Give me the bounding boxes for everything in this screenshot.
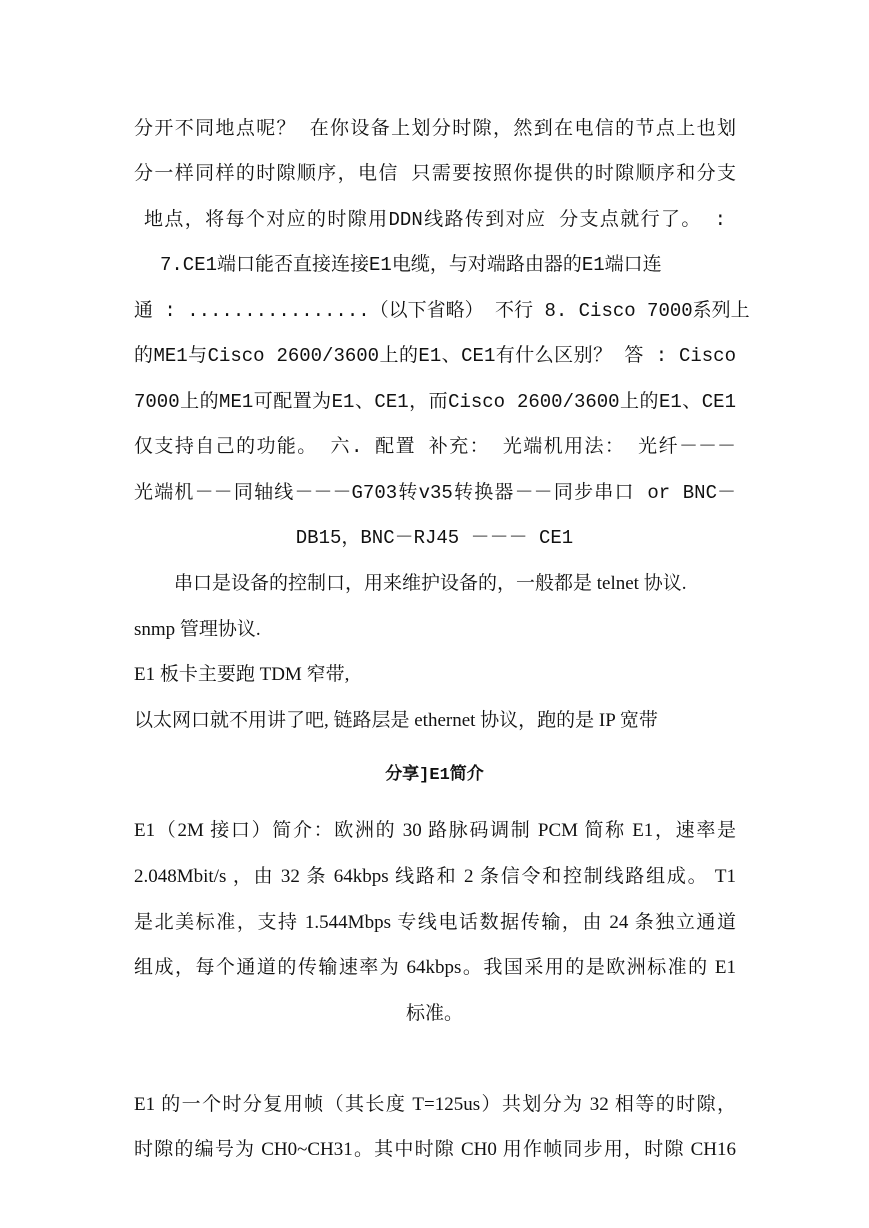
text-line-19: 组成，每个通道的传输速率为 64kbps。我国采用的是欧洲标准的 E1 [134,957,736,978]
text-line-22: 时隙的编号为 CH0~CH31。其中时隙 CH0 用作帧同步用，时隙 CH16 [134,1139,736,1160]
text-line-10: DB15，BNC－RJ45 －－－ CE1 [295,527,574,549]
text-line-18: 是北美标准，支持 1.544Mbps 专线电话数据传输，由 24 条独立通道 [134,912,736,933]
text-line-3: 地点，将每个对应的时隙用DDN线路传到对应 分支点就行了。 : [144,209,726,231]
text-line-17: 2.048Mbit/s ，由 32 条 64kbps 线路和 2 条信令和控制线路组成。 T1 [134,866,736,887]
text-line-13: E1 板卡主要跑 TDM 窄带, [134,664,350,685]
section-heading: 分享]E1简介 [385,766,484,785]
text-line-8: 仅支持自己的功能。 六. 配置 补充： 光端机用法： 光纤－－－ [134,436,736,458]
text-line-11: 串口是设备的控制口，用来维护设备的，一般都是 telnet 协议. [174,573,687,594]
text-line-2: 分一样同样的时隙顺序，电信 只需要按照你提供的时隙顺序和分支 [134,163,736,185]
text-line-4: 7.CE1端口能否直接连接E1电缆，与对端路由器的E1端口连 [160,254,662,276]
text-line-16: E1（2M 接口）简介：欧洲的 30 路脉码调制 PCM 简称 E1，速率是 [134,820,736,841]
text-line-14: 以太网口就不用讲了吧, 链路层是 ethernet 协议，跑的是 IP 宽带 [134,710,658,731]
text-line-12: snmp 管理协议. [134,619,261,640]
text-line-6: 的ME1与Cisco 2600/3600上的E1、CE1有什么区别？ 答 : Cisco [134,345,736,367]
text-line-7: 7000上的ME1可配置为E1、CE1，而Cisco 2600/3600上的E1、CE1 [134,391,736,413]
text-line-21: E1 的一个时分复用帧（其长度 T=125us）共划分为 32 相等的时隙， [134,1094,736,1115]
text-line-1: 分开不同地点呢？ 在你设备上划分时隙，然到在电信的节点上也划 [134,118,736,140]
text-line-5: 通 : ................（以下省略） 不行 8. Cisco 7000系列上 [134,300,750,322]
text-line-20: 标准。 [405,1003,463,1024]
text-line-9: 光端机－－同轴线－－－G703转v35转换器－－同步串口 or BNC－ [134,482,736,504]
